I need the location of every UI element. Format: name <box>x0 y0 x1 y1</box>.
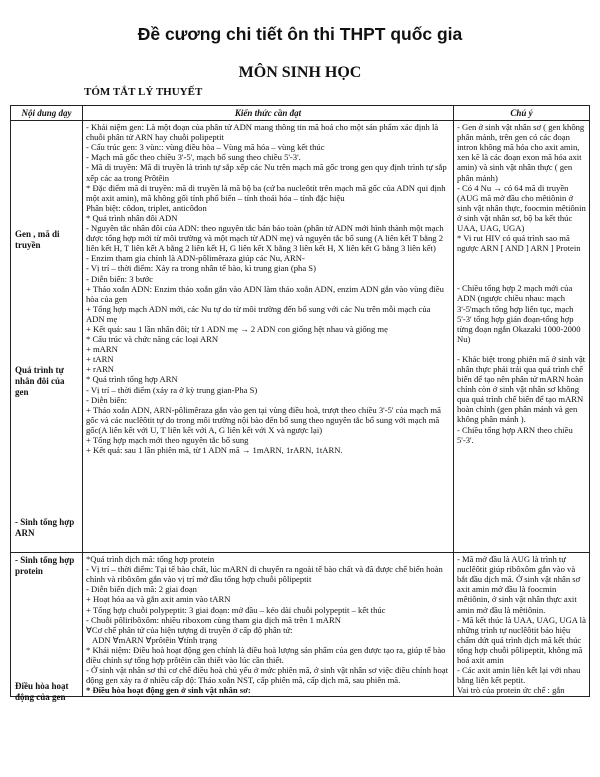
document-title: Đề cương chi tiết ôn thi THPT quốc gia <box>137 24 463 44</box>
note-line: * Vi rut HIV có quá trình sao mã ngược ARN [ AND ] ARN ] Protein <box>457 233 581 254</box>
topic-label: - Sinh tổng hợp ARN <box>15 517 75 539</box>
text-line: + Tổng hợp chuỗi polypeptit: 3 giai đoạn: mở đầu – kéo dài chuỗi polypeptit – kết thúc <box>86 604 386 615</box>
topic-cell <box>11 121 83 553</box>
study-outline-table <box>10 105 590 703</box>
note-line: - Có 4 Nu → có 64 mã di truyền (AUG mã mở đầu cho mêtiônin ở sinh vật nhân thực, foocmin mêtiônin ở sinh vật nhân sơ, bộ ba kết thúc UAA, UAG, UGA) <box>457 182 586 234</box>
note-line: - Mã mở đầu là AUG là trình tự nuclêôtit giúp ribôxôm gắn vào và bắt đầu dịch mã. Ở sinh vật nhân sơ axit amin mở đầu là foocmin mêtiônin, ở sinh vật nhân thực axit amin mở đầu là mêtiônin. <box>457 554 581 615</box>
text-line: + Tổng hợp mạch mới theo nguyên tắc bổ sung <box>86 435 249 445</box>
text-line: - Vị trí – thời điểm (xảy ra ở kỳ trung gian-Pha S) <box>86 384 258 395</box>
table-header-row <box>11 106 590 121</box>
text-line: + tARN <box>86 354 114 365</box>
text-line: ADN ∀mARN ∀prôtêin ∀tính trạng <box>92 634 218 645</box>
text-line: - Diễn biến dịch mã: 2 giai đoạn <box>86 584 197 595</box>
knowledge-cell <box>83 121 454 553</box>
topic-label: Quá trình tự nhân đôi của gen <box>15 365 65 398</box>
note-line: - Chiều tổng hợp ARN theo chiều 5'-3'. <box>457 424 573 445</box>
text-line: * Quá trình tổng hợp ARN <box>86 374 178 385</box>
header-knowledge-required: Kiến thức cần đạt <box>83 106 454 121</box>
text-line: - Chuỗi pôliribôxôm: nhiều riboxom cùng tham gia dịch mã trên 1 mARN <box>86 614 341 625</box>
text-line: Phân biệt: côdon, triplet, anticôđon <box>86 202 207 213</box>
header-content-taught: Nội dung dạy <box>11 106 83 121</box>
header-notes: Chú ý <box>454 106 590 121</box>
table-row <box>11 121 590 553</box>
text-line: ∀Cơ chế phân tử của hiện tượng di truyền ở cấp độ phân tử: <box>86 624 293 635</box>
note-line: - Khác biệt trong phiên mã ở sinh vật nhân thực phải trải qua quá trình chế biến để tạo nên phân tử mARN hoàn chỉnh còn ở sinh vật nhân sơ không qua quá trình chế biến để tạo mARN hoàn chỉnh (gen phân mảnh và gen không phân mảnh ). <box>457 353 586 425</box>
summary-heading: TÓM TẮT LÝ THUYẾT <box>84 86 203 98</box>
text-line: * Quá trình nhân đôi ADN <box>86 212 178 223</box>
text-line: - Vị trí – thời điểm: Tại tế bào chất, lúc mARN di chuyển ra ngoài tế bào chất và đã được chế biến hoàn chỉnh và ribôxôm gắn vào vị trí mở đầu tổng hợp chuỗi pôlipeptit <box>86 564 443 585</box>
note-line: Vai trò của protein ức chế : gắn <box>457 685 565 696</box>
text-line: + Tháo xoắn ADN: Enzim tháo xoắn gắn vào ADN làm tháo xoắn ADN, enzim ADN gắn vào vùng điều hòa của gen <box>86 283 444 304</box>
topic-label: - Sinh tổng hợp protein <box>15 555 75 577</box>
topic-cell <box>11 553 83 703</box>
text-line: - Khái niệm gen: Là một đoạn của phân tử ADN mang thông tin mã hoá cho một sản phẩm xác định là chuỗi phân tử ARN hay chuỗi polipeptit <box>86 122 439 143</box>
text-line: - Vị trí – thời điểm: Xảy ra trong nhân tế bào, kì trung gian (pha S) <box>86 263 316 274</box>
table-row <box>11 553 590 697</box>
topic-label: Gen , mã di truyền <box>15 229 60 251</box>
note-line: - Mã kết thúc là UAA, UAG, UGA là những trình tự nuclêôtit báo hiệu chấm dứt quá trình dịch mã kết thúc tổng hợp chuỗi pôlipeptit, không mã hoá axit amin <box>457 614 586 666</box>
text-line: + Tổng hợp mạch ADN mới, các Nu tự do từ môi trường đến bổ sung với các Nu trên mỗi mạch của ADN mẹ <box>86 303 431 324</box>
subject-heading: MÔN SINH HỌC <box>238 64 362 81</box>
text-line: - Nguyên tắc nhân đôi của ADN: theo nguyên tắc bán bảo toàn (phân tử ADN mới hình thành một mạch được tổng hợp mới từ môi trường và một mạch từ ADN mẹ) và nguyên tắc bổ sung (A liên kết T bằng 2 liên kết H, T liên kết A bằng 2 liên kết H, G liên kết X bằng 3 liên kết H, X liên kết G bằng 3 liên kết) <box>86 223 444 254</box>
notes-cell <box>454 553 590 697</box>
text-line: - Diễn biến: 3 bước <box>86 273 153 284</box>
notes-cell <box>454 121 590 553</box>
text-line: - Ở sinh vật nhân sơ thì cơ chế điều hoà chủ yếu ở mức phiên mã, ở sinh vật nhân sơ việc điều chỉnh hoạt động gen xảy ra ở nhiều cấp độ: Tháo xoắn NST, cấp phiên mã, cấp dịch mã, sau phiên mã. <box>86 665 448 686</box>
text-line: - Mạch mã gốc theo chiều 3'-5', mạch bổ sung theo chiều 5'-3'. <box>86 152 301 163</box>
text-line: + rARN <box>86 364 115 375</box>
note-line: - Các axit amin liên kết lại với nhau bằng liên kết peptit. <box>457 665 581 686</box>
text-line: * Đặc điểm mã di truyền: mã di truyền là mã bộ ba (cứ ba nucleôtít trên mạch mã gốc của ADN qui định một axit amin), mã không gối tính phổ biến – tính thoái hóa – tính đặc hiệu <box>86 182 446 203</box>
text-line: + Kết quả: sau 1 lần nhân đôi; từ 1 ADN mẹ → 2 ADN con giống hệt nhau và giống mẹ <box>86 323 388 334</box>
text-line: - Enzim tham gia chính là ADN-pôlimêraza giúp các Nu, ARN- <box>86 253 305 264</box>
topic-label: Điều hòa hoạt động của gen <box>15 681 69 703</box>
text-line: * Khái niệm: Điều hoà hoạt động gen chính là điều hoà lượng sản phẩm của gen được tạo ra, giúp tế bào điều chỉnh sự tổng hợp prôtêin cần thiết vào lúc cần thiết. <box>86 644 446 666</box>
text-line: * Cấu trúc và chức năng các loại ARN <box>86 334 219 345</box>
text-line: - Mã di truyền: Mã di truyền là trình tự sắp xếp các Nu trên mạch mã gốc trong gen quy định trình tự sắp xếp các aa trong Prôtêin <box>86 162 447 183</box>
text-line: + mARN <box>86 344 118 355</box>
text-line: + Kết quả: sau 1 lần phiên mã, từ 1 ADN mã → 1mARN, 1rARN, 1tARN. <box>86 445 343 456</box>
text-line: - Cấu trúc gen: 3 vùn:: vùng điều hòa – Vùng mã hóa – vùng kết thúc <box>86 142 325 153</box>
text-line: + Tháo xoắn ADN, ARN-pôlimêraza gắn vào gen tại vùng điều hoà, trượt theo chiều 3'-5' của mạch mã gốc và các nuclêôtit tự do trong môi trường nội bào đến bổ sung theo nguyên tắc bổ sung với mạch mã gốc(A liên kết với U, T liên kết với A, G liên kết với X và ngược lại) <box>86 404 441 435</box>
knowledge-cell <box>83 553 454 697</box>
note-line: - Gen ở sinh vật nhân sơ ( gen không phân mảnh, trên gen có các đoạn intron không mã hóa cho axit amin, xen kẽ là các đoạn exon mã hóa axit amin) và sinh vật nhân thực ( gen phân mảnh) <box>457 122 585 183</box>
text-line: *Quá trình dịch mã: tổng hợp protein <box>86 554 215 565</box>
text-line: - Diễn biến: <box>86 394 128 405</box>
text-line: + Hoạt hóa aa và gắn axit amin vào tARN <box>86 594 231 605</box>
text-line: * Điều hòa hoạt động gen ở sinh vật nhân sơ: <box>86 685 251 696</box>
note-line: - Chiều tổng hợp 2 mạch mới của ADN (ngược chiều nhau: mạch 3'-5'mạch tổng hợp liên tục, mạch 5'-3' tổng hợp gián đoạn-tổng hợp từng đoạn ngắn Okazaki 1000-2000 Nu) <box>457 283 581 344</box>
